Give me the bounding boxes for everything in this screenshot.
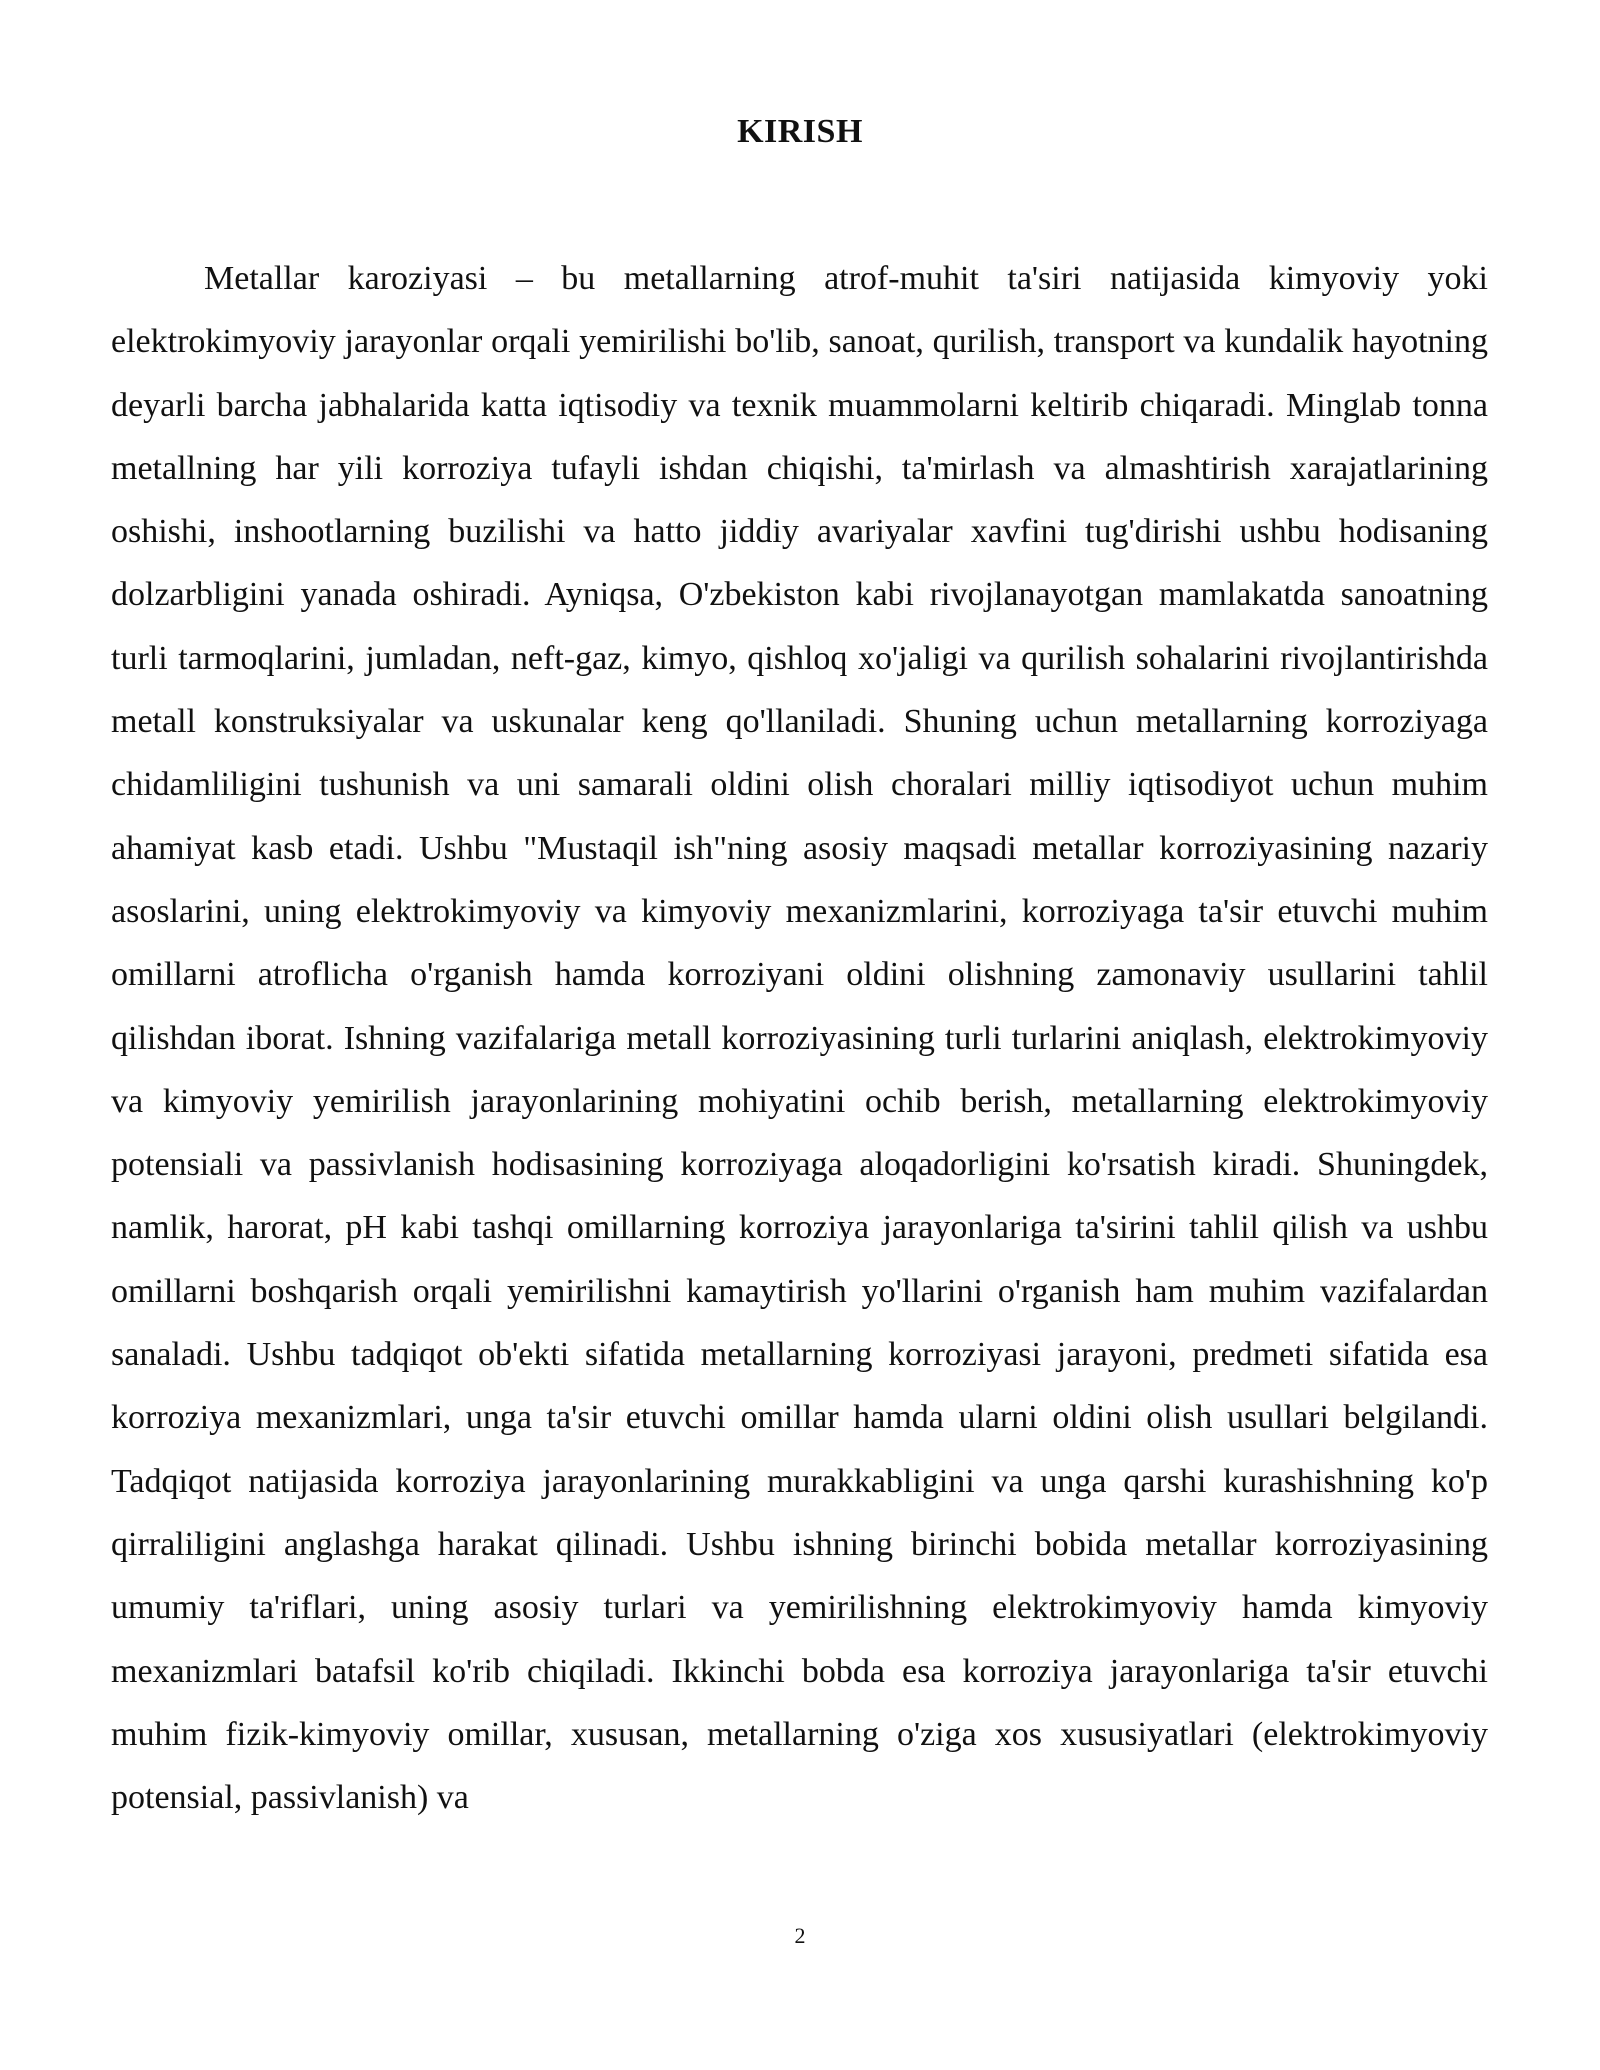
body-paragraph: Metallar karoziyasi – bu metallarning atrof-muhit ta'siri natijasida kimyoviy yoki elektrokimyoviy jarayonlar orqali yemirilishi bo'lib, sanoat, qurilish, transport va kundalik hayotning deyarli barcha jabhalarida katta iqtisodiy va texnik muammolarni keltirib chiqaradi. Minglab tonna metallning har yili korroziya tufayli ishdan chiqishi, ta'mirlash va almashtirish xarajatlarining oshishi, inshootlarning buzilishi va hatto jiddiy avariyalar xavfini tug'dirishi ushbu hodisaning dolzarbligini yanada oshiradi. Ayniqsa, O'zbekiston kabi rivojlanayotgan mamlakatda sanoatning turli tarmoqlarini, jumladan, neft-gaz, kimyo, qishloq xo'jaligi va qurilish sohalarini rivojlantirishda metall konstruksiyalar va uskunalar keng qo'llaniladi. Shuning uchun metallarning korroziyaga chidamliligini tushunish va uni samarali oldini olish choralari milliy iqtisodiyot uchun muhim ahamiyat kasb etadi. Ushbu "Mustaqil ish"ning asosiy maqsadi metallar korroziyasining nazariy asoslarini, uning elektrokimyoviy va kimyoviy mexanizmlarini, korroziyaga ta'sir etuvchi muhim omillarni atroflicha o'rganish hamda korroziyani oldini olishning zamonaviy usullarini tahlil qilishdan iborat. Ishning vazifalariga metall korroziyasining turli turlarini aniqlash, elektrokimyoviy va kimyoviy yemirilish jarayonlarining mohiyatini ochib berish, metallarning elektrokimyoviy potensiali va passivlanish hodisasining korroziyaga aloqadorligini ko'rsatish kiradi. Shuningdek, namlik, harorat, pH kabi tashqi omillarning korroziya jarayonlariga ta'sirini tahlil qilish va ushbu omillarni boshqarish orqali yemirilishni kamaytirish yo'llarini o'rganish ham muhim vazifalardan sanaladi. Ushbu tadqiqot ob'ekti sifatida metallarning korroziyasi jarayoni, predmeti sifatida esa korroziya mexanizmlari, unga ta'sir etuvchi omillar hamda ularni oldini olish usullari belgilandi. Tadqiqot natijasida korroziya jarayonlarining murakkabligini va unga qarshi kurashishning ko'p qirraliligini anglashga harakat qilinadi. Ushbu ishning birinchi bobida metallar korroziyasining umumiy ta'riflari, uning asosiy turlari va yemirilishning elektrokimyoviy hamda kimyoviy mexanizmlari batafsil ko'rib chiqiladi. Ikkinchi bobda esa korroziya jarayonlariga ta'sir etuvchi muhim fizik-kimyoviy omillar, xususan, metallarning o'ziga xos xususiyatlari (elektrokimyoviy potensial, passivlanish) va bbox=[111, 260, 1488, 1817]
page-number: 2 bbox=[794, 1923, 806, 1948]
page-title: KIRISH bbox=[737, 113, 863, 150]
